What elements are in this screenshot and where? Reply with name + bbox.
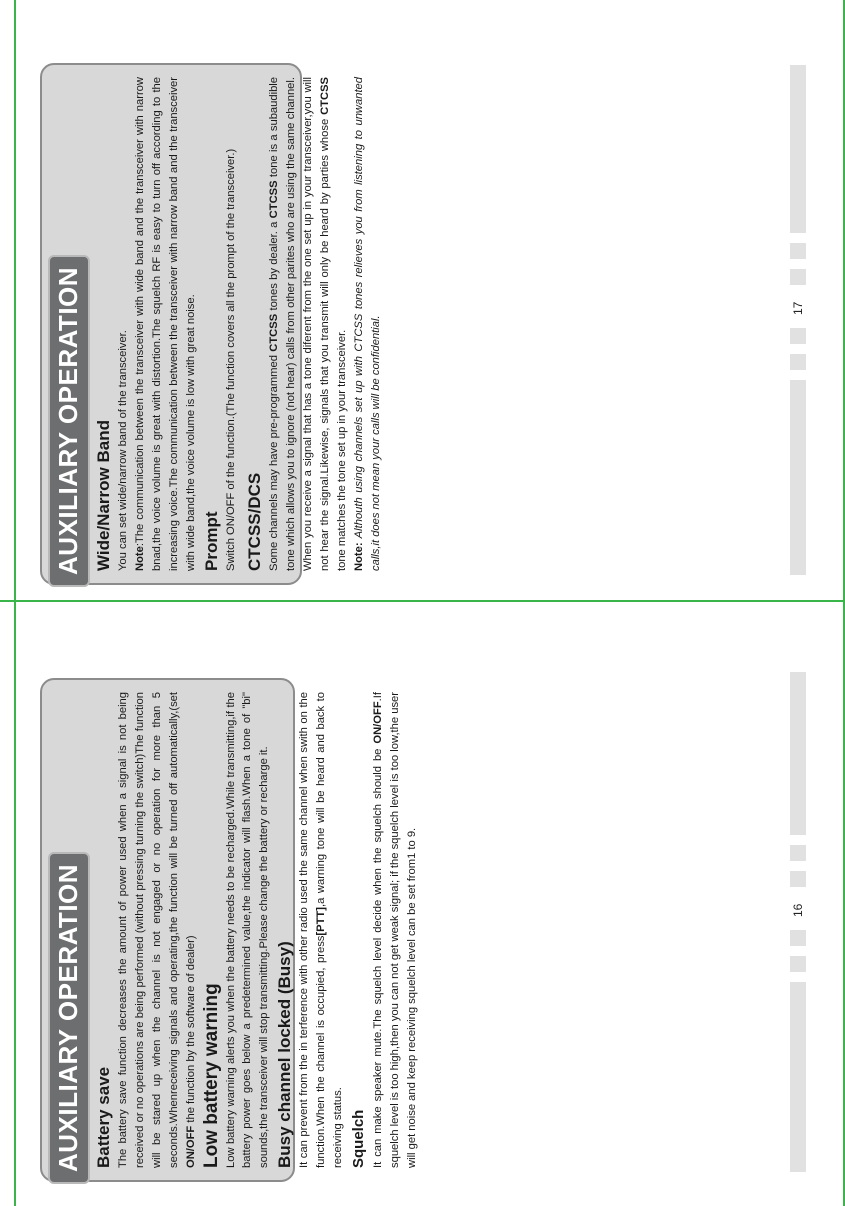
wide-narrow-intro: You can set wide/narrow band of the transceiver. bbox=[117, 330, 129, 571]
footer-bar bbox=[790, 845, 806, 861]
page-footer bbox=[790, 65, 806, 575]
footer-bar bbox=[790, 243, 806, 259]
page-footer bbox=[790, 672, 806, 1172]
page-number: 17 bbox=[791, 301, 805, 315]
squelch-text: It can make speaker mute.The squelch level decide when the squelch should be ON/OFF.If squelch level is too high,then you can not get weak signal; if the squelch level is too low,the user will get noise and keep receiving squelch level can be set from1 to 9. bbox=[371, 692, 418, 1168]
frame-line-middle bbox=[0, 600, 845, 602]
busy-channel-text: It can prevent from the in terference with other radio used the same channel when swith on the function.When the channel is occupied, press[PTT],a warning tone will be heard and back to receiving status. bbox=[298, 692, 345, 1168]
frame-line-left bbox=[14, 0, 16, 1206]
wide-narrow-note: Note:The communication between the transceiver with wide band and the transceiver with narrow bnad,the voice volume is great with distortion.The squelch RF is easy to turn off according to the increasing voice.The communication between the transceiver with narrow band and the transceiver with wide band,the voice volume is low with great noise. bbox=[133, 77, 197, 571]
section-title-squelch: Squelch bbox=[349, 1109, 367, 1168]
section-title-ctcss: CTCSS/DCS bbox=[245, 472, 265, 571]
prompt-text: Switch ON/OFF of the function.(The function covers all the prompt of the transceiver.) bbox=[224, 148, 237, 571]
section-title-busy-channel: Busy channel locked (Busy) bbox=[275, 941, 295, 1168]
content-panel bbox=[40, 63, 382, 585]
footer-bar bbox=[790, 380, 806, 575]
section-title-low-battery: Low battery warning bbox=[200, 983, 222, 1168]
low-battery-text: Low battery warning alerts you when the battery needs to be recharged.While transmitting,if the battery power goes below a predetermined value,the indicator will flash.When a tone of "bi" sounds,the transceiver will stop transmitting.Please change the battery or recharge it. bbox=[224, 692, 271, 1168]
footer-bar bbox=[790, 930, 806, 946]
page-17 bbox=[40, 55, 820, 585]
footer-bar bbox=[790, 871, 806, 887]
page-number: 16 bbox=[791, 903, 805, 917]
footer-bar bbox=[790, 65, 806, 233]
footer-bar bbox=[790, 269, 806, 285]
footer-bar bbox=[790, 956, 806, 972]
footer-bar bbox=[790, 672, 806, 835]
section-header: AUXILIARY OPERATION bbox=[48, 255, 90, 587]
page-16 bbox=[40, 662, 820, 1182]
footer-bar bbox=[790, 328, 806, 344]
battery-save-text: The battery save function decreases the amount of power used when a signal is not being received or no operations are being performed (without pressing turning the switch)The function will be stared up when the channel is not engaged or no operation for more than 5 seconds.Whenreceiving signals and operating,the function will be turned off automatically,(set ON/OFF the function by the software of dealer) bbox=[117, 692, 197, 1168]
section-title-battery-save: Battery save bbox=[94, 1066, 113, 1168]
footer-bar bbox=[790, 982, 806, 1172]
section-header: AUXILIARY OPERATION bbox=[48, 852, 90, 1184]
content-panel bbox=[40, 678, 418, 1182]
ctcss-text: Some channels may have pre-programmed CTCSS tones by dealer. a CTCSS tone is a subaudible tone which allows you to ignore (not hear) calls from other parites who are using the same channel. When you receive a signal that has a tone diferent from the one set up in your transceiver,you will not hear the signal.Likewise, signals that you transmit will only be heard by parties whose CTCSS tone matches the tone set up in your transceiver. bbox=[268, 77, 349, 571]
section-title-prompt: Prompt bbox=[201, 511, 221, 571]
footer-bar bbox=[790, 354, 806, 370]
ctcss-note: Note: Althouth using channels set up with CTCSS tones relieves you from listening to unwanted calls,it does not mean your calls will be confidential. bbox=[352, 77, 382, 571]
section-title-wide-narrow: Wide/Narrow Band bbox=[94, 420, 113, 571]
